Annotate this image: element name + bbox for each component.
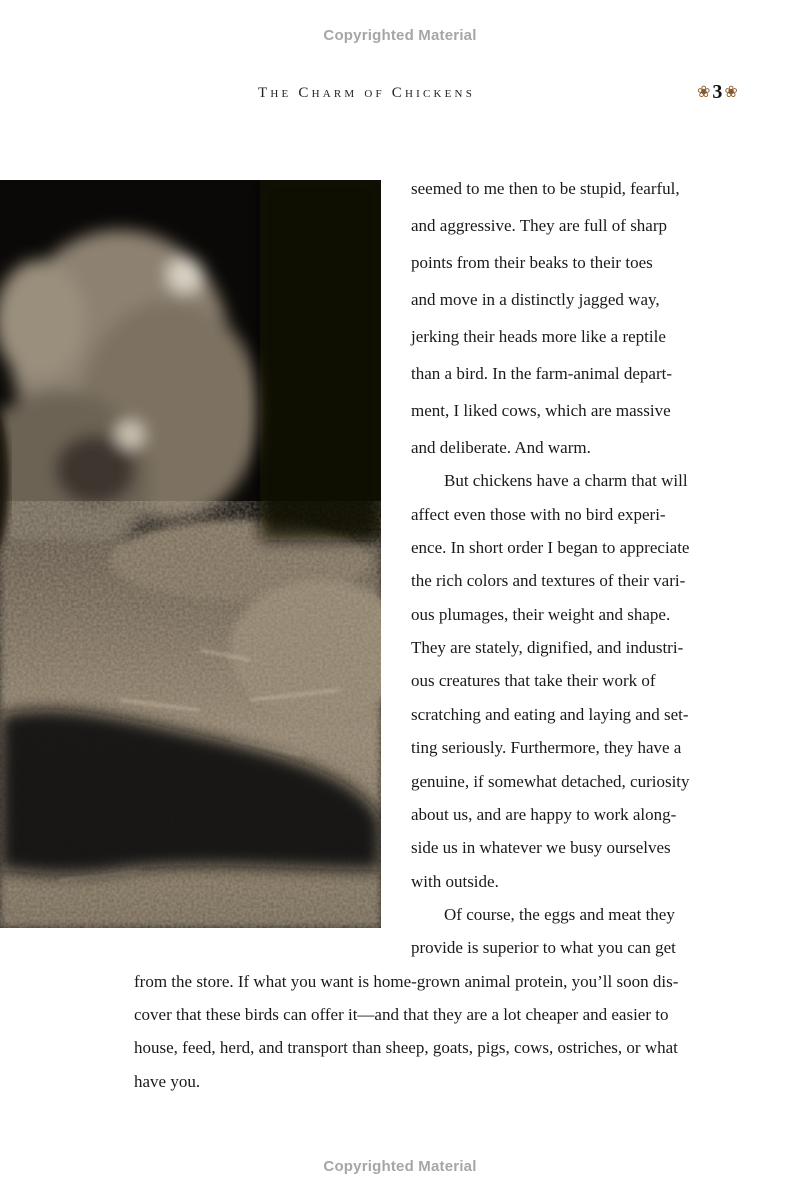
text-line: points from their beaks to their toes: [411, 253, 653, 272]
text-line: ous creatures that take their work of: [411, 671, 656, 690]
text-line: the rich colors and textures of their vari-: [411, 571, 686, 590]
text-line: and move in a distinctly jagged way,: [411, 290, 660, 309]
text-line: affect even those with no bird experi-: [411, 505, 666, 524]
text-line: with outside.: [411, 872, 499, 891]
text-line: ous plumages, their weight and shape.: [411, 605, 671, 624]
chicken-ground-photo: [0, 180, 381, 928]
text-line: ting seriously. Furthermore, they have a: [411, 738, 682, 757]
page-number-group: [697, 82, 738, 102]
text-line: ment, I liked cows, which are massive: [411, 401, 671, 420]
text-line: cover that these birds can offer it—and that they are a lot cheaper and easier to: [134, 1005, 669, 1024]
text-line: than a bird. In the farm-animal depart-: [411, 364, 673, 383]
page-number: 3: [712, 81, 723, 103]
running-head-title: The Charm of Chickens: [258, 85, 476, 101]
copyright-watermark-bottom: Copyrighted Material: [323, 1158, 477, 1175]
text-line: and deliberate. And warm.: [411, 438, 591, 457]
right-ornament-icon: ❀: [724, 82, 738, 101]
left-ornament-icon: ❀: [697, 82, 711, 101]
copyright-watermark-top: Copyrighted Material: [323, 27, 477, 44]
text-line: house, feed, herd, and transport than sheep, goats, pigs, cows, ostriches, or what: [134, 1038, 678, 1057]
text-line: side us in whatever we busy ourselves: [411, 838, 671, 857]
text-line: But chickens have a charm that will: [444, 471, 688, 490]
text-line: jerking their heads more like a reptile: [411, 327, 666, 346]
text-line: seemed to me then to be stupid, fearful,: [411, 179, 680, 198]
text-line: Of course, the eggs and meat they: [444, 905, 675, 924]
text-line: and aggressive. They are full of sharp: [411, 216, 668, 235]
text-line: scratching and eating and laying and set-: [411, 705, 689, 724]
text-line: genuine, if somewhat detached, curiosity: [411, 772, 690, 791]
text-line: ence. In short order I began to appreciate: [411, 538, 690, 557]
text-line: have you.: [134, 1072, 201, 1091]
text-line: They are stately, dignified, and industri-: [411, 638, 684, 657]
photo-illustration: [0, 180, 381, 928]
text-line: provide is superior to what you can get: [411, 938, 676, 957]
text-line: about us, and are happy to work along-: [411, 805, 677, 824]
text-line: from the store. If what you want is home-grown animal protein, you’ll soon dis-: [134, 972, 679, 991]
